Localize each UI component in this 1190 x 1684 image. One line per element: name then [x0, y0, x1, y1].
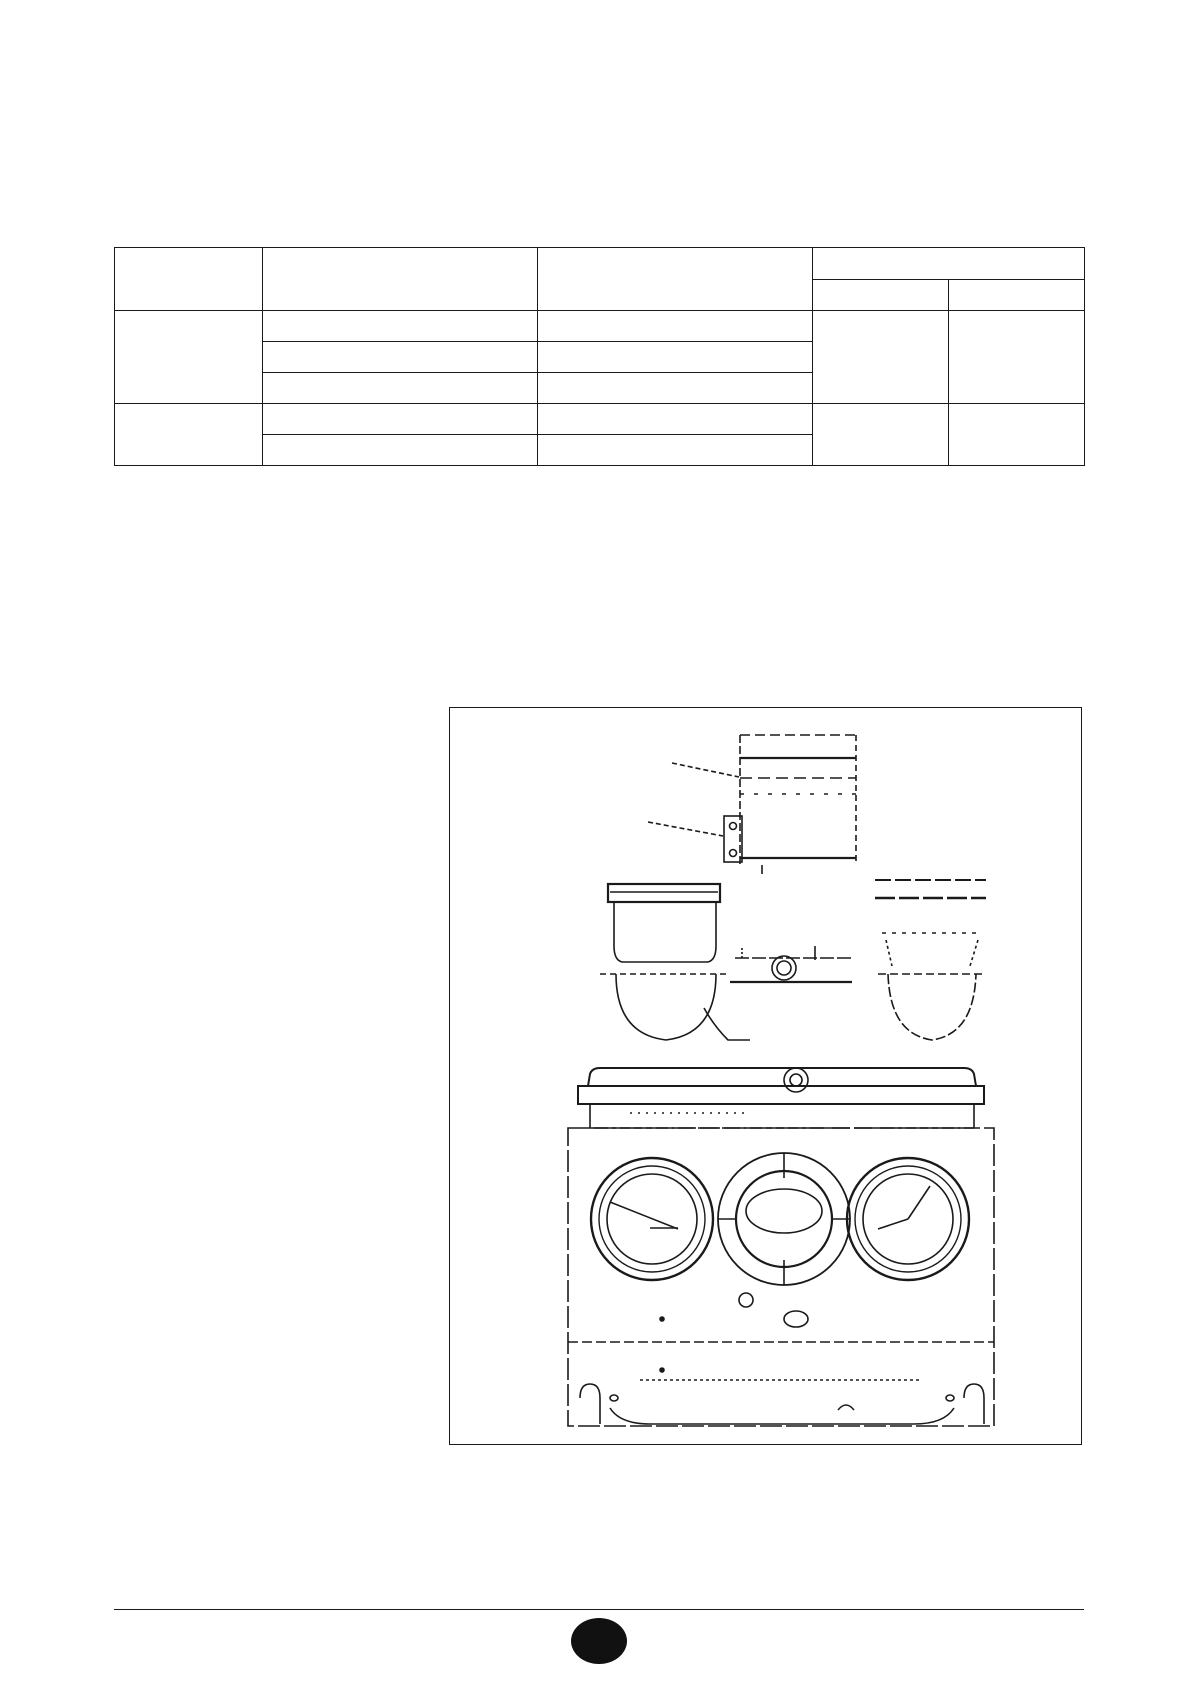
table-cell — [538, 373, 813, 404]
table-merged-cell — [813, 404, 949, 466]
table-header-cell — [813, 248, 1085, 280]
boiler-top-view — [568, 1068, 994, 1426]
table-cell — [538, 342, 813, 373]
table-cell — [538, 435, 813, 466]
table-merged-cell — [813, 311, 949, 404]
page-number-badge — [571, 1618, 627, 1664]
table-cell — [538, 311, 813, 342]
table-header-cell — [115, 248, 263, 311]
upper-flue-assembly — [600, 735, 986, 1040]
table-header-cell — [263, 248, 538, 311]
table-cell — [263, 342, 538, 373]
table-subheader-cell — [949, 280, 1085, 311]
table-cell — [263, 311, 538, 342]
table-cell — [538, 404, 813, 435]
table-merged-cell — [949, 311, 1085, 404]
table-group-cell — [115, 404, 263, 466]
table-merged-cell — [949, 404, 1085, 466]
figure-frame — [449, 707, 1082, 1445]
table-header-cell — [538, 248, 813, 311]
flue-adapter-drawing — [450, 708, 1083, 1446]
table-cell — [263, 404, 538, 435]
table-cell — [263, 435, 538, 466]
table-row — [115, 404, 1085, 435]
footer-rule — [114, 1609, 1084, 1610]
spec-table — [114, 247, 1085, 466]
table-group-cell — [115, 311, 263, 404]
table-cell — [263, 373, 538, 404]
table-subheader-cell — [813, 280, 949, 311]
table-row — [115, 311, 1085, 342]
